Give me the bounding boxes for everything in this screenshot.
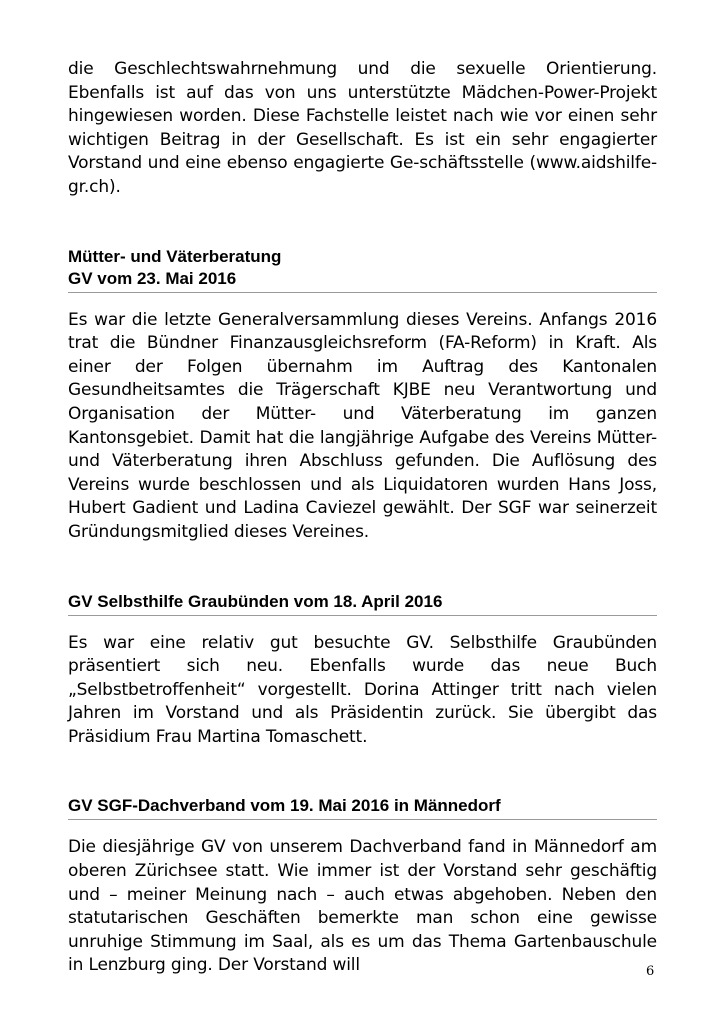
spacer [68,545,657,591]
section-heading-selbsthilfe [68,591,657,616]
section-paragraph-selbsthilfe: Es war eine relativ gut besuchte GV. Selbsthilfe Graubünden präsentiert sich neu. Ebenfalls wurde das neue Buch „Selbstbetroffenheit“ vorgestellt. Dorina Attinger tritt nach vielen Jahren im Vorstand und als Präsidentin zurück. Sie übergibt das Präsidium Frau Martina Tomaschett. [68,632,657,747]
section-paragraph-sgf-dachverband: Die diesjährige GV von unserem Dachverband fand in Männedorf am oberen Zürichsee statt. Wie immer ist der Vorstand sehr geschäftig und – meiner Meinung nach – auch etwas abgehoben. Neben den statutarischen Geschäften bemerkte man schon eine gewisse unruhige Stimmung im Saal, als es um das Thema Gartenbauschule in Lenzburg ging. Der Vorstand will [68,837,657,976]
spacer [68,820,657,836]
spacer [68,749,657,795]
spacer [68,200,657,246]
section-title: GV Selbsthilfe Graubünden vom 18. April 2016 [68,591,443,611]
section-paragraph-mutter-vaterberatung: Es war die letzte Generalversammlung dieses Vereins. Anfangs 2016 trat die Bündner Finanzausgleichsreform (FA-Reform) in Kraft. Als einer der Folgen übernahm im Auftrag des Kantonalen Gesundheitsamtes die Trägerschaft KJBE neu Verantwortung und Organisation der Mütter- und Väterberatung im ganzen Kantonsgebiet. Damit hat die langjährige Aufgabe des Vereins Mütter- und Väterberatung ihren Abschluss gefunden. Die Auflösung des Vereins wurde beschlossen und als Liquidatoren wurden Hans Joss, Hubert Gadient und Ladina Caviezel gewählt. Der SGF war seinerzeit Gründungsmitglied dieses Vereines. [68,309,657,542]
section-title-line2: GV vom 23. Mai 2016 [68,268,237,288]
document-page [68,58,657,978]
section-title-line1: Mütter- und Väterberatung [68,246,282,266]
intro-paragraph: die Geschlechtswahrnehmung und die sexuelle Orientierung. Ebenfalls ist auf das von uns unterstützte Mädchen-Power-Projekt hingewiesen worden. Diese Fachstelle leistet nach wie vor einen sehr wichtigen Beitrag in der Gesellschaft. Es ist ein sehr engagierter Vorstand und eine ebenso engagierte Ge-schäftsstelle (www.aidshilfe-gr.ch). [68,59,657,197]
page-number: 6 [646,964,655,979]
spacer [68,616,657,632]
spacer [68,293,657,309]
section-title: GV SGF-Dachverband vom 19. Mai 2016 in Männedorf [68,796,501,816]
section-heading-mutter-vaterberatung [68,246,657,293]
section-heading-sgf-dachverband [68,795,657,820]
